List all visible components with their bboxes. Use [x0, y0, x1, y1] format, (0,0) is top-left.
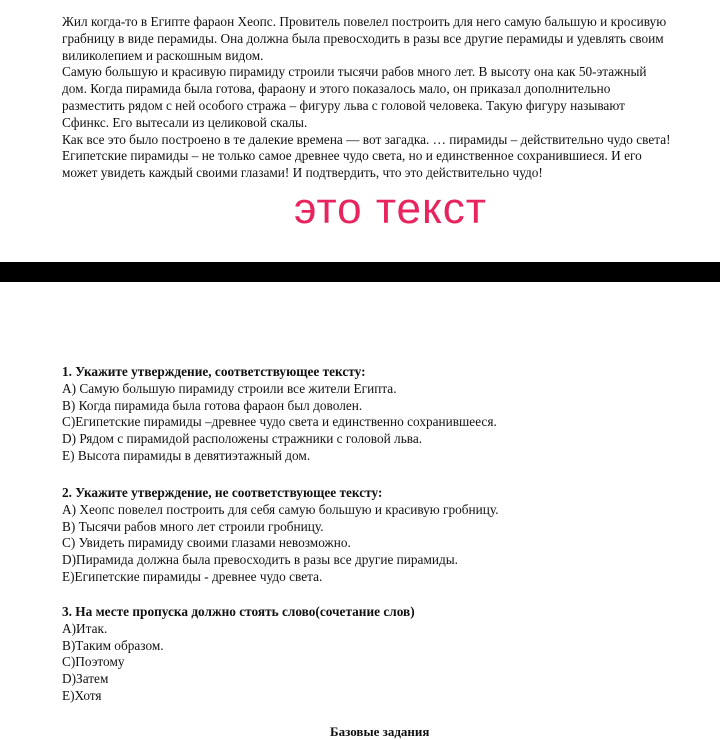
overlay-annotation: это текст: [294, 184, 487, 233]
page-bottom: [0, 282, 720, 739]
question-1: [62, 364, 662, 465]
page-separator-band: [0, 262, 720, 282]
question-1-title: 1. Укажите утверждение, соответствующее тексту:: [62, 364, 366, 379]
question-3: [62, 604, 662, 705]
question-3-title: 3. На месте пропуска должно стоять слово(сочетание слов): [62, 604, 415, 619]
question-2-option-c: С) Увидеть пирамиду своими глазами невозможно.: [62, 535, 351, 551]
question-3-option-c: С)Поэтому: [62, 654, 125, 670]
page-top: [0, 0, 720, 262]
passage-text: [62, 14, 674, 182]
passage-paragraph-1: Жил когда-то в Египте фараон Хеопс. Провитель повелел построить для него самую бальшую и кросивую грабницу в виде перамиды. Она должна была превосходить в разы все другие перамиды и удевлять своим виликолепием и раскошным видом.: [62, 14, 667, 63]
question-1-option-b: В) Когда пирамида была готова фараон был доволен.: [62, 397, 363, 413]
question-2-option-a: А) Хеопс повелел построить для себя самую большую и красивую гробницу.: [62, 501, 499, 517]
question-2-option-b: В) Тысячи рабов много лет строили гробницу.: [62, 518, 324, 534]
passage-paragraph-3: Как все это было построено в те далекие времена — вот загадка. … пирамиды – действительно чудо света! Египетские пирамиды – не только самое древнее чудо света, но и единственное сохранившиеся. И его может увидеть каждый своими глазами! И подтвердить, что это действительно чудо!: [62, 131, 671, 181]
question-1-option-e: Е) Высота пирамиды в девятиэтажный дом.: [62, 447, 311, 463]
passage-paragraph-2: Самую большую и красивую пирамиду строили тысячи рабов много лет. В высоту она как 50-этажный дом. Когда пирамида была готова, фараону и этого показалось мало, он приказал дополнительно разместить рядом с ней особого стража – фигуру льва с головой человека. Такую фигуру называют Сфинкс. Его вытесали из целиковой скалы.: [62, 64, 647, 130]
question-2: [62, 485, 662, 586]
question-1-option-a: А) Самую большую пирамиду строили все жители Египта.: [62, 380, 397, 396]
question-2-title: 2. Укажите утверждение, не соответствующее тексту:: [62, 485, 383, 500]
question-3-option-a: А)Итак.: [62, 620, 108, 636]
question-2-option-e: Е)Египетские пирамиды - древнее чудо света.: [62, 568, 323, 584]
question-1-option-c: С)Египетские пирамиды –древнее чудо света и единственно сохранившееся.: [62, 414, 497, 430]
question-3-option-b: В)Таким образом.: [62, 637, 164, 653]
question-3-option-d: D)Затем: [62, 671, 109, 687]
question-1-option-d: D) Рядом с пирамидой расположены стражники с головой льва.: [62, 431, 423, 447]
question-2-option-d: D)Пирамида должна была превосходить в разы все другие пирамиды.: [62, 552, 459, 568]
question-3-option-e: Е)Хотя: [62, 687, 102, 703]
cut-off-heading: Базовые задания: [330, 724, 430, 739]
